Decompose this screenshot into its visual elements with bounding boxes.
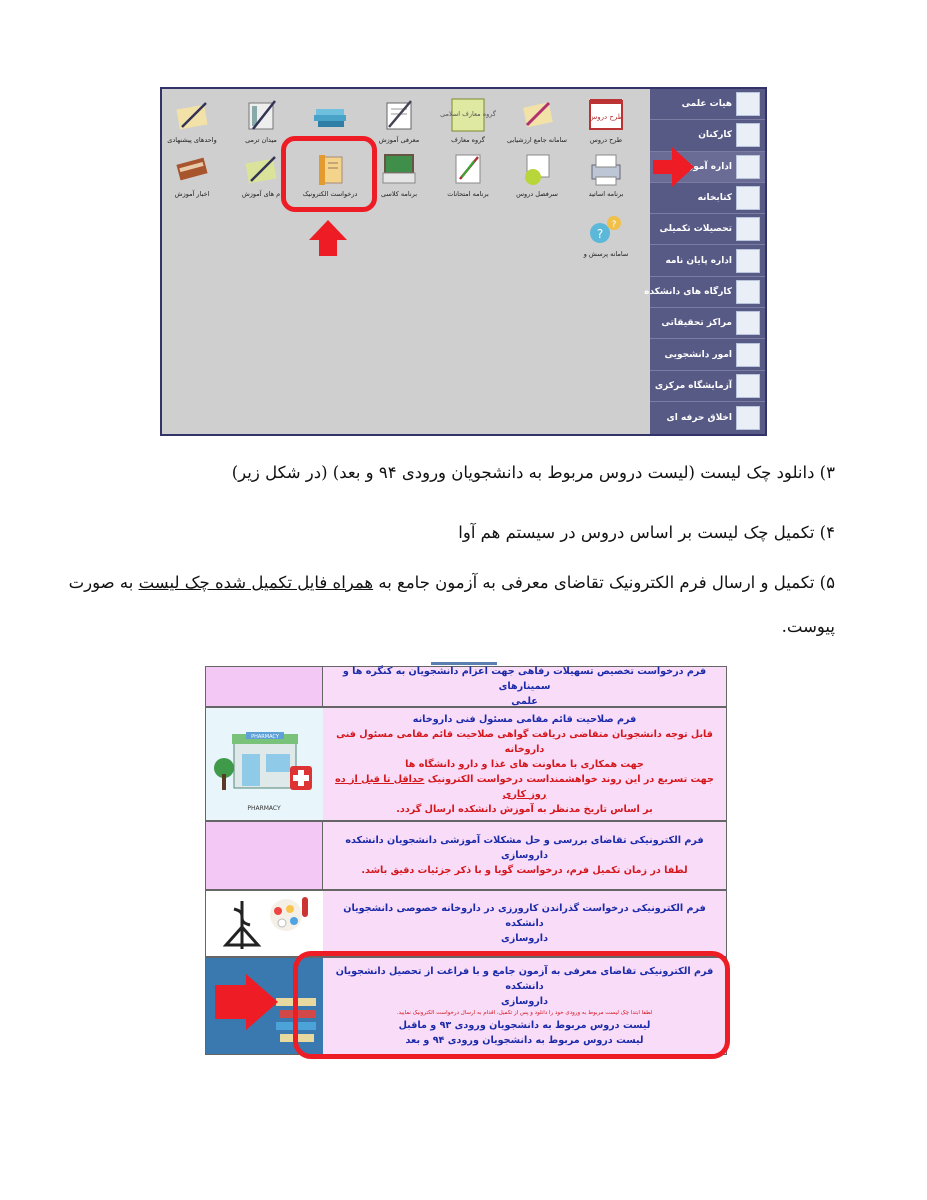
professional-ethics-icon: [736, 406, 760, 430]
right-arrow-icon: [672, 147, 694, 187]
tile-education-forms[interactable]: م های آموزش: [227, 151, 295, 207]
printer-icon: [586, 151, 626, 187]
pharmacy-symbol-image: [206, 891, 323, 956]
sidebar-item-workshops[interactable]: کارگاه های دانشکده: [650, 277, 765, 308]
up-arrow-stem: [319, 239, 337, 256]
library-icon: [736, 186, 760, 210]
staff-icon: [736, 123, 760, 147]
sidebar-item-education-office[interactable]: اداره آموزش: [650, 152, 765, 183]
form-row-image-cell: [206, 667, 323, 706]
books-icon: [310, 97, 350, 133]
sidebar-item-library[interactable]: کتابخانه: [650, 183, 765, 214]
tile-evaluation-system[interactable]: سامانه جامع ارزشیابی: [503, 97, 571, 153]
checklist-link-93[interactable]: لیست دروس مربوط به دانشجویان ورودی ۹۳ و ماقبل: [398, 1020, 651, 1031]
sidebar-item-thesis-office[interactable]: اداره پایان نامه: [650, 245, 765, 276]
suggested-units-icon: [172, 97, 212, 133]
sidebar-item-research-centers[interactable]: مراکز تحقیقاتی: [650, 308, 765, 339]
evaluation-icon: [517, 97, 557, 133]
up-arrow-icon: [309, 220, 347, 240]
tile-education-intro[interactable]: معرفی آموزش: [365, 97, 433, 153]
syllabus-icon: [517, 151, 557, 187]
svg-text:PHARMACY: PHARMACY: [251, 734, 279, 740]
sidebar-item-faculty[interactable]: هیات علمی: [650, 89, 765, 120]
svg-text:?: ?: [611, 220, 617, 230]
tile-course-syllabus[interactable]: سرفصل دروس: [503, 151, 571, 207]
exam-schedule-icon: [448, 151, 488, 187]
education-intro-icon: [379, 97, 419, 133]
graduate-studies-icon: [736, 217, 760, 241]
tile-course-plan[interactable]: طرح دروس طرح دروس: [572, 97, 640, 153]
svg-text:?: ?: [596, 227, 604, 241]
right-arrow-stem: [215, 985, 247, 1019]
form-row-education-problems[interactable]: فرم الکترونیکی تقاضای بررسی و حل مشکلات آموزشی دانشجویان دانشکده داروسازی لطفا در زمان تکمیل فرم، درخواست گویا و با ذکر جزئیات دقیق باشد.: [205, 821, 727, 890]
research-centers-icon: [736, 311, 760, 335]
highlight-electronic-request: [281, 136, 377, 212]
step-5-continued: پیوست.: [781, 617, 835, 636]
form-row-comprehensive-exam[interactable]: فرم الکترونیکی تقاضای معرفی به آزمون جامع و با فراغت از تحصیل دانشجویان دانشکده داروسازی لطفا ابتدا چک لیست مربوط به ورودی خود را دانلود و پس از تکمیل، اقدام به ارسال درخواست الکترونیک نمایید. لیست دروس مربوط به دانشجویان ورودی ۹۳ و ماقبل لیست دروس مربوط به دانشجویان ورودی ۹۴ و بعد: [205, 957, 727, 1055]
course-plan-icon: [586, 97, 626, 133]
news-icon: [172, 151, 212, 187]
checklist-link-94[interactable]: لیست دروس مربوط به دانشجویان ورودی ۹۴ و بعد: [405, 1035, 644, 1046]
central-lab-icon: [736, 374, 760, 398]
tile-faq-system[interactable]: ? ? سامانه پرسش و: [572, 211, 640, 267]
term-field-icon: [241, 97, 281, 133]
right-arrow-icon: [246, 974, 278, 1030]
form-row-image-cell: [206, 822, 323, 889]
tile-electronic-request[interactable]: درخواست الکترونیک: [296, 151, 364, 207]
tile-islamic-group[interactable]: گروه معارف اسلامی گروه معارف: [434, 97, 502, 153]
sidebar-item-central-lab[interactable]: آزمایشگاه مرکزی: [650, 371, 765, 402]
tile-education-news[interactable]: اخبار آموزش: [158, 151, 226, 207]
right-arrow-stem: [653, 160, 673, 174]
highlight-comprehensive-exam: [293, 951, 730, 1059]
class-schedule-icon: [379, 151, 419, 187]
form-row-pharmacy-deputy[interactable]: PHARMACY PHARMACY فرم صلاحیت قائم مقامی مسئول فنی داروخانه قابل توجه دانشجویان متقاضی دریافت گواهی صلاحیت قائم مقامی مسئول فنی داروخانه جهت همکاری با معاونت های غذا و دارو دانشگاه ها جهت تسریع در این روند خواهشمنداست درخواست الکترونیک حداقل تا قبل از ده روز کاری بر اساس تاریخ مدنظر به آموزش دانشکده ارسال گردد.: [205, 707, 727, 821]
step-3-text: ۳) دانلود چک لیست (لیست دروس مربوط به دانشجویان ورودی ۹۴ و بعد) (در شکل زیر): [231, 463, 835, 482]
tile-term-field[interactable]: میدان ترمی: [227, 97, 295, 153]
app-tile-grid: [162, 89, 650, 434]
question-icon: [586, 211, 626, 247]
education-office-icon: [736, 155, 760, 179]
sidebar-item-graduate-studies[interactable]: تحصیلات تکمیلی: [650, 214, 765, 245]
sidebar-item-professional-ethics[interactable]: اخلاق حرفه ای: [650, 402, 765, 433]
faculty-icon: [736, 92, 760, 116]
svg-text:طرح دروس: طرح دروس: [588, 113, 624, 121]
tile-professors-schedule[interactable]: برنامه اساتید: [572, 151, 640, 207]
svg-text:گروه معارف اسلامی: گروه معارف اسلامی: [440, 110, 496, 118]
sidebar-item-student-affairs[interactable]: امور دانشجویی: [650, 339, 765, 370]
portal-screenshot: [160, 87, 767, 436]
portal-sidebar: [644, 89, 765, 434]
sidebar-item-staff[interactable]: کارکنان: [650, 120, 765, 151]
thesis-office-icon: [736, 249, 760, 273]
svg-text:PHARMACY: PHARMACY: [247, 805, 281, 812]
form-row-welfare[interactable]: فرم درخواست تخصیص تسهیلات رفاهی جهت اعزام دانشجویان به کنگره ها و سمینارهای علمی: [205, 666, 727, 707]
tile-class-schedule[interactable]: برنامه کلاسی: [365, 151, 433, 207]
education-forms-icon: [241, 151, 281, 187]
workshops-icon: [736, 280, 760, 304]
step-5-text: ۵) تکمیل و ارسال فرم الکترونیک تقاضای معرفی به آزمون جامع به همراه فایل تکمیل شده چک لیست به صورت: [68, 573, 835, 592]
step-4-text: ۴) تکمیل چک لیست بر اساس دروس در سیستم هم آوا: [458, 523, 835, 542]
tile-suggested-units[interactable]: واحدهای پیشنهادی: [158, 97, 226, 153]
tile-exam-schedule[interactable]: برنامه امتحانات: [434, 151, 502, 207]
student-affairs-icon: [736, 343, 760, 367]
pharmacy-image: [206, 708, 323, 820]
form-row-internship[interactable]: فرم الکترونیکی درخواست گذراندن کارورزی در داروخانه خصوصی دانشجویان دانشکده داروسازی: [205, 890, 727, 957]
